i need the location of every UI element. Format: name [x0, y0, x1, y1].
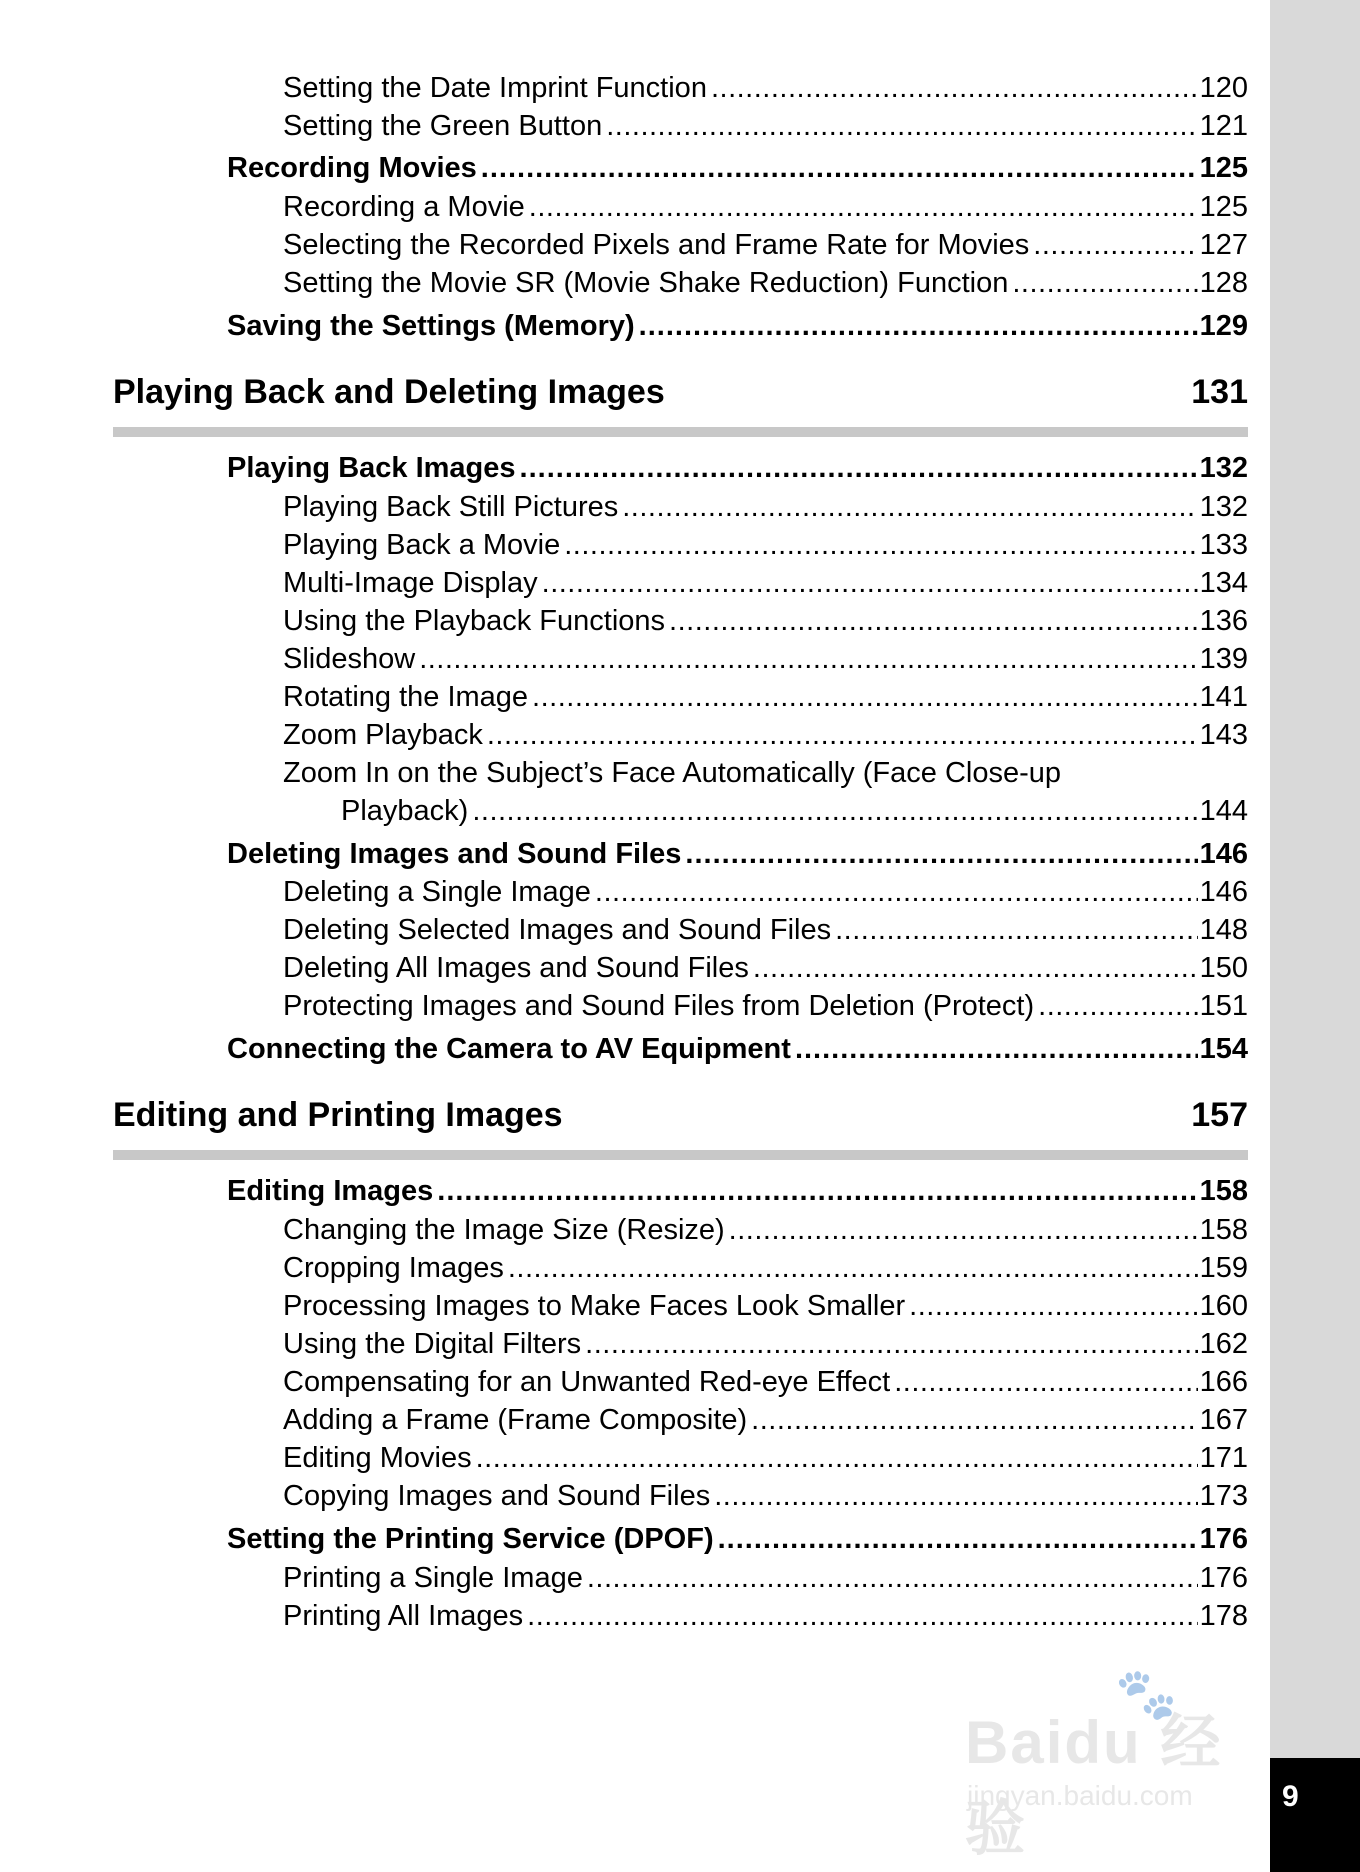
entry-page: 178 — [1199, 1600, 1248, 1632]
entry-page: 134 — [1199, 567, 1248, 599]
leader-dots — [714, 1480, 1197, 1513]
toc-entry[interactable] — [283, 1404, 1248, 1437]
entry-label: Cropping Images — [283, 1252, 504, 1284]
entry-label: Changing the Image Size (Resize) — [283, 1214, 725, 1246]
toc-section-entry[interactable] — [227, 152, 1248, 185]
entry-page: 143 — [1199, 719, 1248, 751]
entry-page: 136 — [1199, 605, 1248, 637]
leader-dots — [564, 529, 1197, 562]
entry-label: Setting the Green Button — [283, 110, 603, 142]
toc-entry[interactable] — [283, 952, 1248, 985]
leader-dots — [532, 681, 1198, 714]
leader-dots — [894, 1366, 1197, 1399]
entry-label: Zoom Playback — [283, 719, 483, 751]
entry-label: Multi-Image Display — [283, 567, 538, 599]
toc-entry[interactable] — [283, 1366, 1248, 1399]
toc-section-entry[interactable] — [227, 1033, 1248, 1066]
toc-entry[interactable] — [283, 267, 1248, 300]
leader-dots — [835, 914, 1197, 947]
toc-entry[interactable] — [283, 229, 1248, 262]
entry-page: 144 — [1199, 795, 1248, 827]
leader-dots — [476, 1442, 1198, 1475]
entry-page: 159 — [1199, 1252, 1248, 1284]
leader-dots — [595, 876, 1198, 909]
leader-dots — [1033, 229, 1197, 262]
toc-entry[interactable] — [283, 681, 1248, 714]
entry-page: 146 — [1199, 838, 1248, 870]
leader-dots — [729, 1214, 1198, 1247]
entry-page: 127 — [1199, 229, 1248, 261]
toc-entry[interactable] — [341, 795, 1248, 828]
entry-page: 125 — [1199, 152, 1248, 184]
entry-page: 132 — [1199, 491, 1248, 523]
entry-label: Printing a Single Image — [283, 1562, 583, 1594]
entry-page: 171 — [1199, 1442, 1248, 1474]
entry-page: 150 — [1199, 952, 1248, 984]
toc-entry[interactable] — [283, 876, 1248, 909]
entry-label: Connecting the Camera to AV Equipment — [227, 1033, 791, 1065]
entry-label: Playback) — [341, 795, 469, 827]
leader-dots — [508, 1252, 1198, 1285]
leader-dots — [606, 110, 1197, 143]
leader-dots — [487, 719, 1198, 752]
entry-label: Deleting Images and Sound Files — [227, 838, 682, 870]
entry-page: 176 — [1199, 1562, 1248, 1594]
toc-entry[interactable] — [283, 914, 1248, 947]
entry-page: 121 — [1199, 110, 1248, 142]
toc-entry[interactable] — [283, 605, 1248, 638]
leader-dots — [1012, 267, 1197, 300]
entry-label: Processing Images to Make Faces Look Smaller — [283, 1290, 906, 1322]
entry-label: Playing Back a Movie — [283, 529, 561, 561]
leader-dots — [718, 1523, 1198, 1556]
entry-label: Playing Back Still Pictures — [283, 491, 619, 523]
toc-entry[interactable] — [283, 1442, 1248, 1475]
page-number: 9 — [1282, 1780, 1299, 1813]
leader-dots — [753, 952, 1198, 985]
leader-dots — [419, 643, 1197, 676]
entry-label: Recording Movies — [227, 152, 477, 184]
entry-page: 132 — [1199, 452, 1248, 484]
chapter-heading[interactable] — [113, 1096, 1248, 1135]
entry-page: 125 — [1199, 191, 1248, 223]
entry-label: Editing Images — [227, 1175, 434, 1207]
toc-entry[interactable] — [283, 1600, 1248, 1633]
toc-section-entry[interactable] — [227, 838, 1248, 871]
chapter-page: 131 — [1191, 373, 1248, 411]
entry-page: 139 — [1199, 643, 1248, 675]
entry-label: Deleting All Images and Sound Files — [283, 952, 749, 984]
entry-page: 128 — [1199, 267, 1248, 299]
entry-page: 120 — [1199, 72, 1248, 104]
entry-label: Setting the Movie SR (Movie Shake Reduction) Function — [283, 267, 1009, 299]
chapter-rule — [113, 427, 1248, 437]
watermark-main: Baidu 经验 — [965, 1709, 1223, 1862]
leader-dots — [587, 1562, 1198, 1595]
toc-section-entry[interactable] — [227, 452, 1248, 485]
leader-dots — [529, 191, 1198, 224]
leader-dots — [481, 152, 1198, 185]
entry-page: 166 — [1199, 1366, 1248, 1398]
toc-entry[interactable] — [283, 72, 1248, 105]
entry-label: Slideshow — [283, 643, 416, 675]
chapter-rule — [113, 1150, 1248, 1160]
chapter-title: Editing and Printing Images — [113, 1096, 563, 1134]
entry-page: 176 — [1199, 1523, 1248, 1555]
entry-label: Selecting the Recorded Pixels and Frame Rate for Movies — [283, 229, 1030, 261]
leader-dots — [527, 1600, 1197, 1633]
chapter-page: 157 — [1191, 1096, 1248, 1134]
entry-page: 146 — [1199, 876, 1248, 908]
entry-label: Rotating the Image — [283, 681, 529, 713]
toc-entry[interactable] — [283, 567, 1248, 600]
entry-label: Setting the Date Imprint Function — [283, 72, 707, 104]
leader-dots — [472, 795, 1197, 828]
entry-page: 148 — [1199, 914, 1248, 946]
toc-entry[interactable] — [283, 191, 1248, 224]
entry-label: Protecting Images and Sound Files from Deletion (Protect) — [283, 990, 1035, 1022]
entry-page: 160 — [1199, 1290, 1248, 1322]
toc-section-entry[interactable] — [227, 310, 1248, 343]
entry-label: Editing Movies — [283, 1442, 472, 1474]
watermark-sub: jingyan.baidu.com — [967, 1780, 1193, 1811]
toc-entry[interactable] — [283, 529, 1248, 562]
leader-dots — [685, 838, 1197, 871]
leader-dots — [669, 605, 1198, 638]
entry-page: 158 — [1199, 1214, 1248, 1246]
toc-entry[interactable] — [283, 1214, 1248, 1247]
entry-label: Copying Images and Sound Files — [283, 1480, 711, 1512]
watermark — [965, 1665, 1265, 1862]
leader-dots — [542, 567, 1198, 600]
toc-entry[interactable] — [283, 1562, 1248, 1595]
entry-page: 151 — [1199, 990, 1248, 1022]
leader-dots — [639, 310, 1198, 343]
entry-label: Compensating for an Unwanted Red-eye Effect — [283, 1366, 891, 1398]
toc-entry-wrapped-line1[interactable]: Zoom In on the Subject’s Face Automatically (Face Close-up — [283, 757, 1062, 789]
entry-label: Using the Digital Filters — [283, 1328, 582, 1360]
entry-page: 173 — [1199, 1480, 1248, 1512]
entry-page: 167 — [1199, 1404, 1248, 1436]
toc-entry[interactable] — [283, 1252, 1248, 1285]
entry-label: Setting the Printing Service (DPOF) — [227, 1523, 714, 1555]
toc-entry[interactable] — [283, 990, 1248, 1023]
leader-dots — [437, 1175, 1197, 1208]
leader-dots — [711, 72, 1198, 105]
entry-page: 133 — [1199, 529, 1248, 561]
toc-section-entry[interactable] — [227, 1175, 1248, 1208]
chapter-title: Playing Back and Deleting Images — [113, 373, 665, 411]
entry-label: Deleting Selected Images and Sound Files — [283, 914, 832, 946]
leader-dots — [909, 1290, 1197, 1323]
entry-page: 158 — [1199, 1175, 1248, 1207]
toc-section-entry[interactable] — [227, 1523, 1248, 1556]
leader-dots — [520, 452, 1198, 485]
entry-label: Deleting a Single Image — [283, 876, 591, 908]
entry-label: Recording a Movie — [283, 191, 525, 223]
entry-page: 154 — [1199, 1033, 1248, 1065]
leader-dots — [1038, 990, 1197, 1023]
leader-dots — [795, 1033, 1198, 1066]
leader-dots — [751, 1404, 1197, 1437]
leader-dots — [622, 491, 1197, 524]
entry-label: Playing Back Images — [227, 452, 516, 484]
toc-entry[interactable] — [283, 1328, 1248, 1361]
toc-entry[interactable] — [283, 491, 1248, 524]
entry-page: 162 — [1199, 1328, 1248, 1360]
entry-label: Adding a Frame (Frame Composite) — [283, 1404, 748, 1436]
entry-label: Printing All Images — [283, 1600, 524, 1632]
toc-entry[interactable] — [283, 1480, 1248, 1513]
toc-entry[interactable] — [283, 643, 1248, 676]
chapter-heading[interactable] — [113, 373, 1248, 412]
toc-entry[interactable] — [283, 1290, 1248, 1323]
entry-page: 129 — [1199, 310, 1248, 342]
toc-entry[interactable] — [283, 719, 1248, 752]
paw-icon: 🐾 — [1115, 1666, 1178, 1722]
entry-label: Using the Playback Functions — [283, 605, 666, 637]
entry-page: 141 — [1199, 681, 1248, 713]
entry-label: Saving the Settings (Memory) — [227, 310, 635, 342]
leader-dots — [585, 1328, 1197, 1361]
toc-entry[interactable] — [283, 110, 1248, 143]
